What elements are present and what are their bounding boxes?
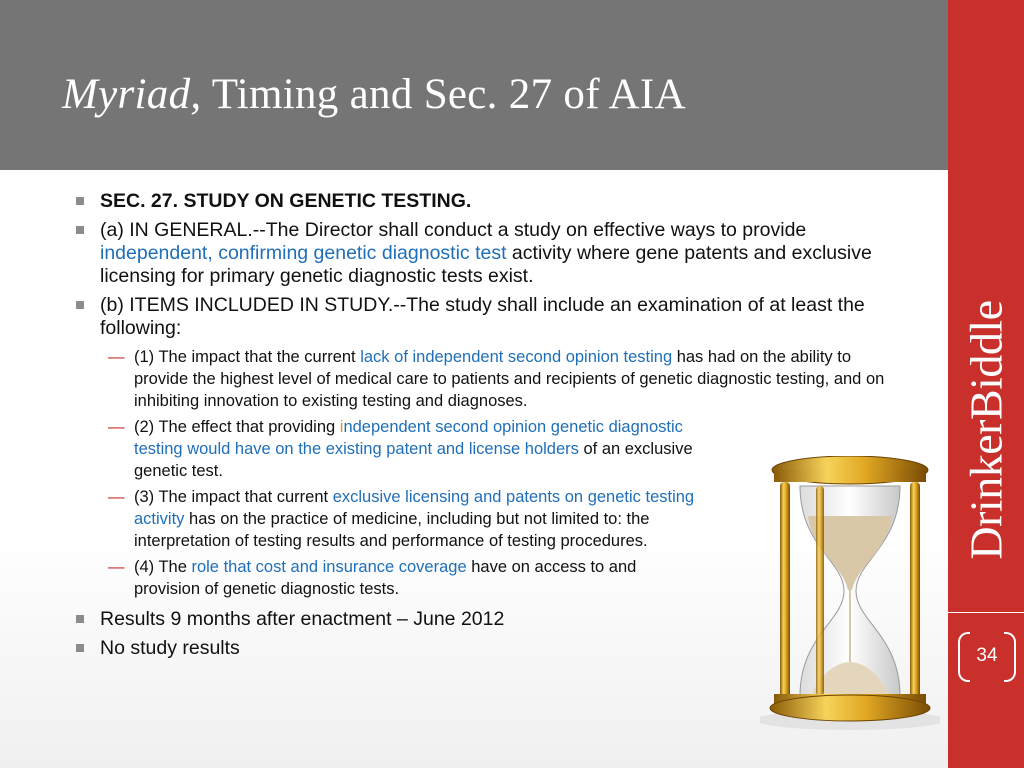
hourglass-base	[770, 695, 930, 721]
sub-text: (4) The	[134, 558, 192, 576]
hourglass-top-rim	[774, 470, 926, 482]
bullet-item	[74, 219, 904, 288]
bullet-square-icon	[76, 615, 84, 623]
sub-bullet-item	[100, 486, 734, 552]
bullet-text: SEC. 27. STUDY ON GENETIC TESTING.	[100, 190, 472, 212]
bullet-text: Results 9 months after enactment – June 2012	[100, 608, 505, 630]
highlight-text: independent, confirming genetic diagnostic test	[100, 242, 507, 264]
page-number: 34	[976, 645, 998, 666]
brand-logo: DrinkerBiddle	[960, 300, 1012, 560]
sub-text: has had on the ability to provide the highest level of medical care to patients and recipients of genetic diagnostic testing, and on inhibiting innovation to existing testing and diagnoses.	[134, 348, 885, 410]
dash-icon: —	[108, 348, 125, 366]
page-number-box	[958, 632, 1016, 680]
slide-header	[0, 0, 948, 170]
sidebar-divider	[948, 612, 1024, 613]
hourglass-post-back	[816, 486, 824, 696]
bullet-text: (a) IN GENERAL.--The Director shall conduct a study on effective ways to provide	[100, 219, 807, 241]
sub-bullet-item	[100, 556, 694, 600]
title-rest: Timing and Sec. 27 of AIA	[201, 71, 686, 118]
bullet-square-icon	[76, 197, 84, 205]
sub-text: (1) The impact that the current	[134, 348, 361, 366]
bullet-text: activity where gene patents and exclusive licensing for primary genetic diagnostic tests exist.	[100, 242, 872, 287]
highlight-text-gold: i	[339, 418, 344, 436]
dash-icon: —	[108, 488, 125, 506]
sub-text: (3) The impact that current	[134, 488, 333, 506]
dash-icon: —	[108, 558, 125, 576]
slide-title	[62, 70, 686, 119]
hourglass-icon	[760, 456, 940, 736]
bullet-square-icon	[76, 644, 84, 652]
bullet-square-icon	[76, 301, 84, 309]
highlight-text: lack of independent second opinion testing	[360, 348, 673, 366]
bullet-text: No study results	[100, 637, 240, 659]
bullet-square-icon	[76, 226, 84, 234]
sub-bullet-item	[100, 416, 734, 482]
sub-text: have on access to and provision of genetic diagnostic tests.	[134, 558, 637, 598]
sub-text: (2) The effect that providing	[134, 418, 340, 436]
bullet-text: (b) ITEMS INCLUDED IN STUDY.--The study shall include an examination of at least the following:	[100, 294, 865, 339]
title-italic: Myriad,	[62, 71, 202, 118]
highlight-text: ndependent second opinion genetic diagnostic testing would have on the existing patent and license holders	[134, 418, 683, 458]
highlight-text: role that cost and insurance coverage	[191, 558, 467, 576]
hourglass-post-left	[780, 482, 790, 698]
dash-icon: —	[108, 418, 125, 436]
bullet-item	[74, 190, 904, 213]
sub-text: of an exclusive genetic test.	[134, 440, 693, 480]
hourglass-post-right	[910, 482, 920, 698]
highlight-text: exclusive licensing and patents on genetic testing activity	[134, 488, 695, 528]
sub-text: has on the practice of medicine, including but not limited to: the interpretation of testing results and performance of testing procedures.	[134, 510, 650, 550]
sub-bullet-item	[100, 346, 904, 412]
